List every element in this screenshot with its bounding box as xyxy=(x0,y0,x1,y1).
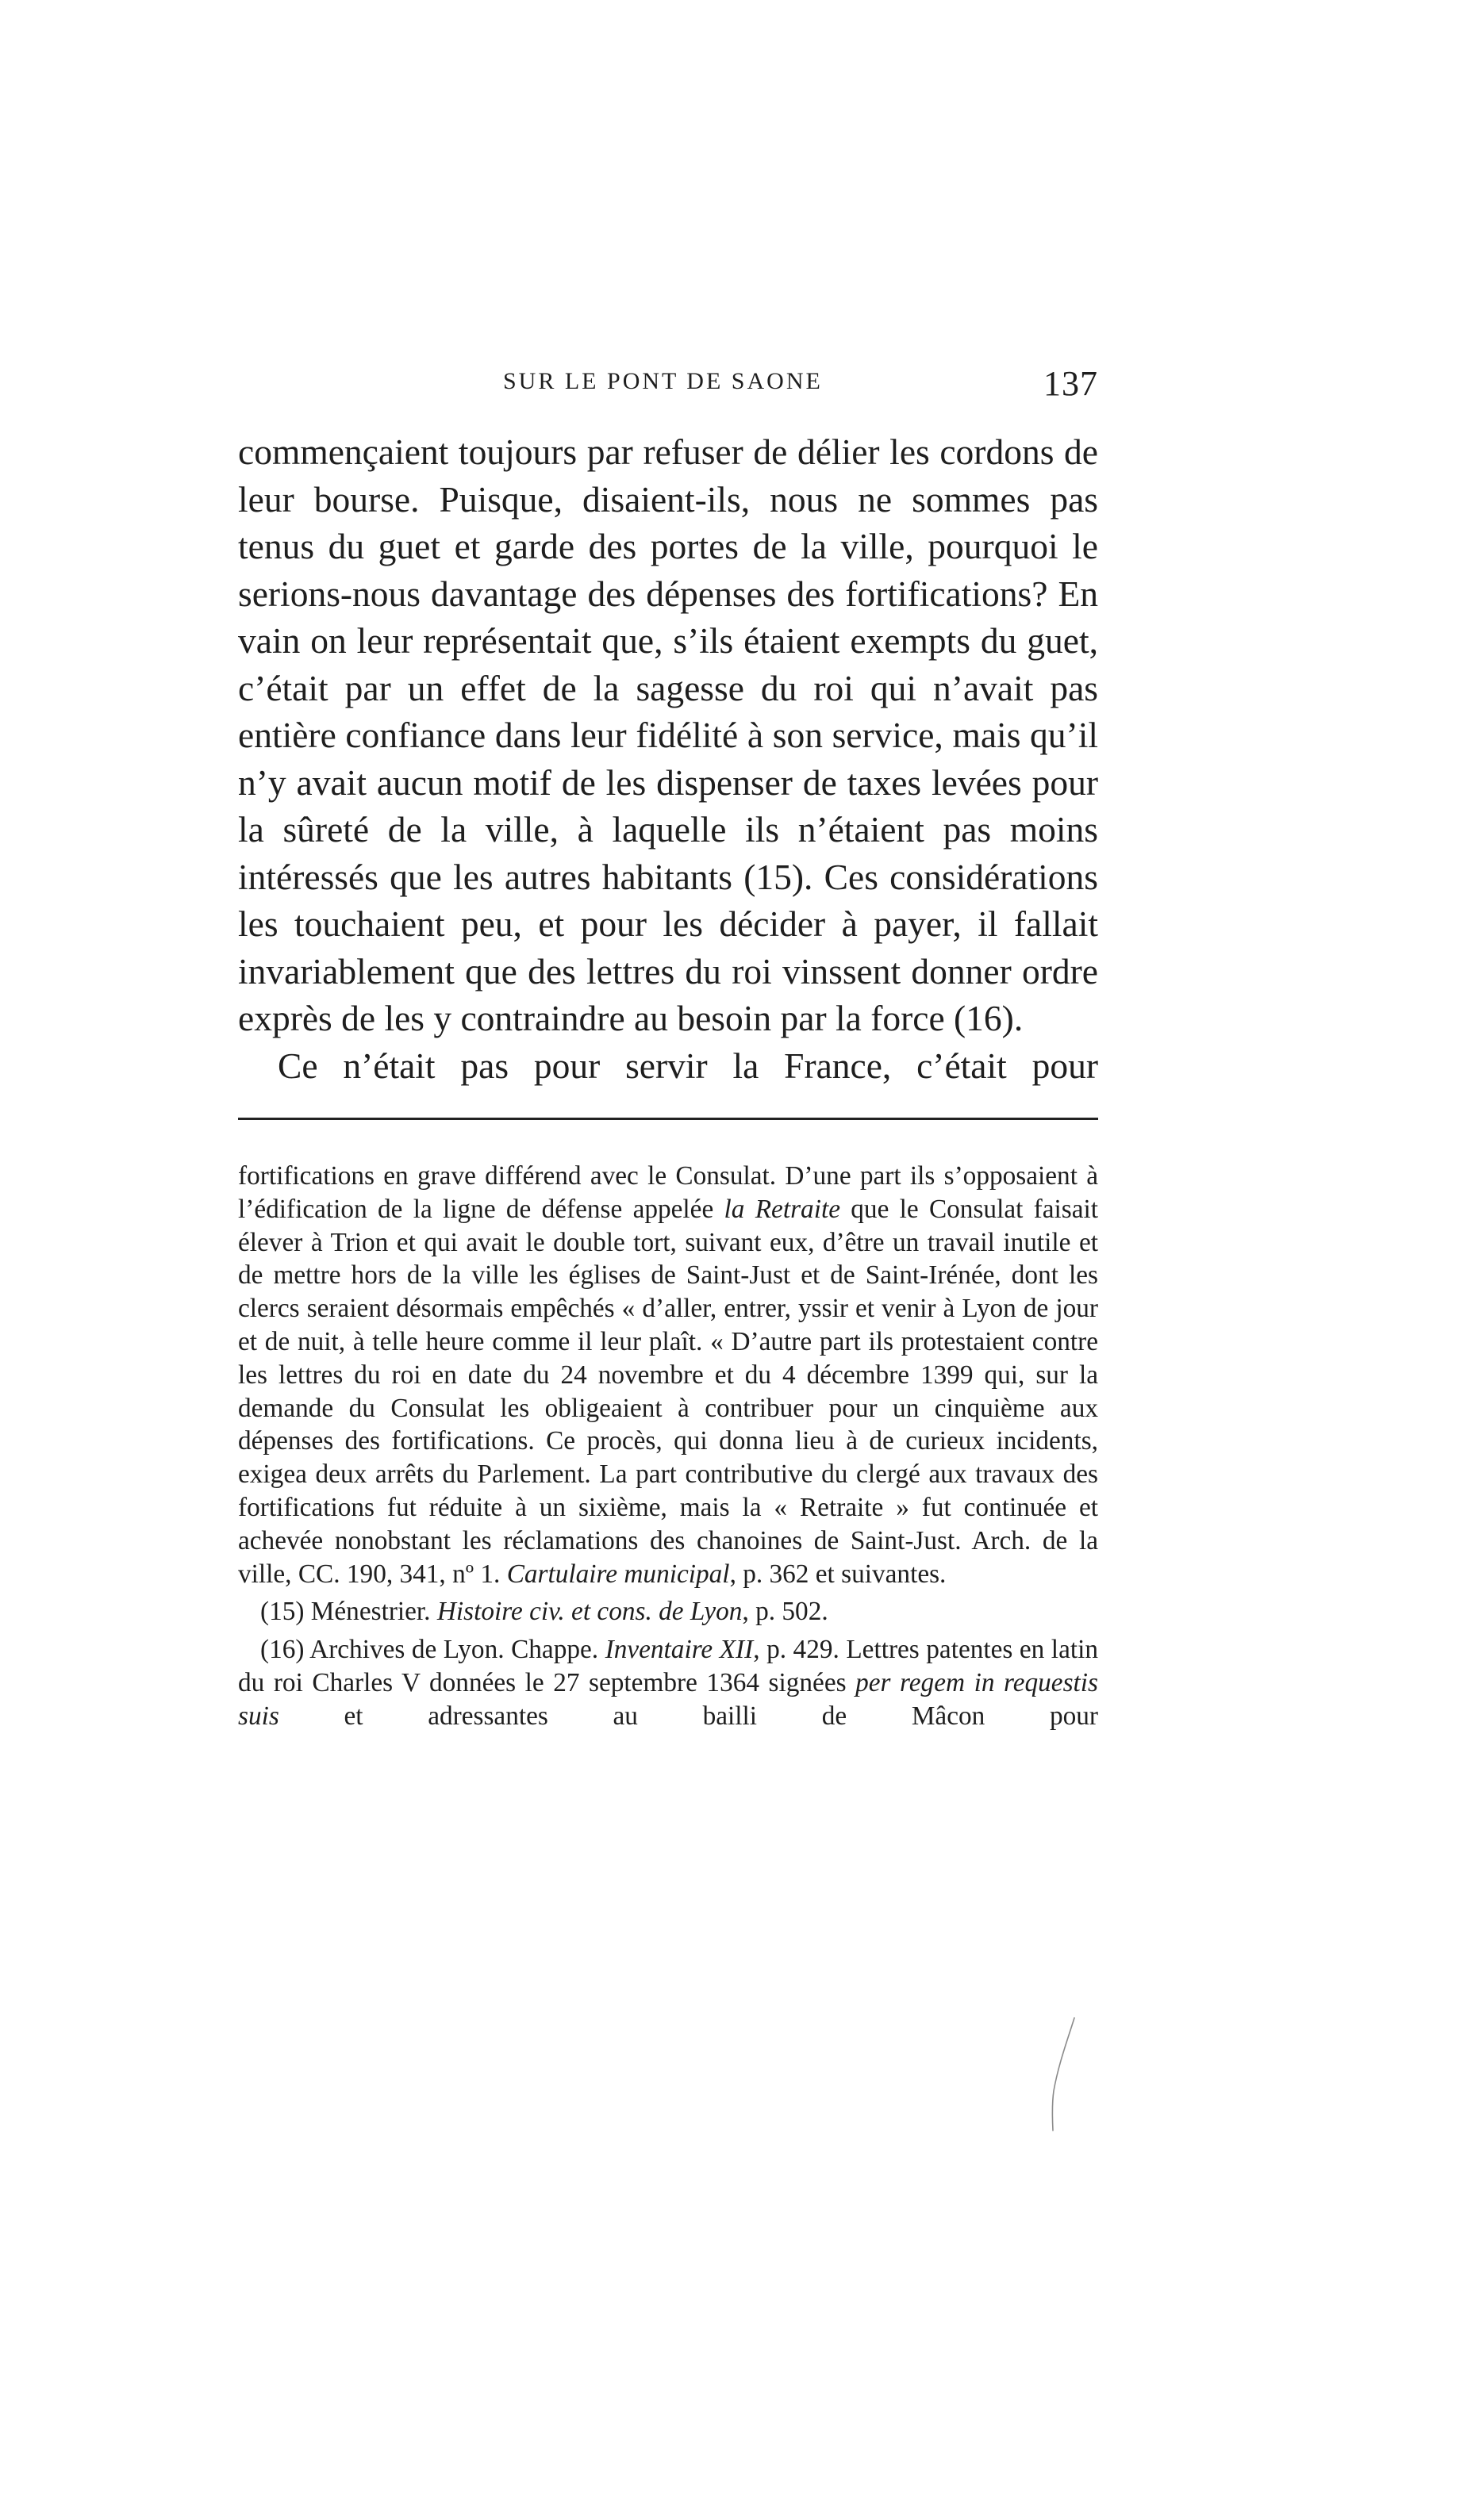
running-title: SUR LE PONT DE SAONE xyxy=(503,368,823,394)
footnotes xyxy=(238,1160,1098,1733)
paragraph-continued: commençaient toujours par refuser de délier les cordons de leur bourse. Puisque, disaient-ils, nous ne sommes pas tenus du guet et garde des portes de la ville, pourquoi le serions-nous davantage des dépenses des fortifications? En vain on leur représentait que, s’ils étaient exempts du guet, c’était par un effet de la sagesse du roi qui n’avait pas entière confiance dans leur fidélité à son service, mais qu’il n’y avait aucun motif de les dispenser de taxes levées pour la sûreté de la ville, à laquelle ils n’étaient pas moins intéressés que les autres habitants (15). Ces considérations les touchaient peu, et pour les décider à payer, il fallait invariablement que des lettres du roi vinssent donner ordre exprès de les y contraindre au besoin par la force (16). xyxy=(238,432,1098,1038)
main-text xyxy=(238,428,1098,1089)
footnote-15: (15) Ménestrier. Histoire civ. et cons. de Lyon, p. 502. xyxy=(260,1597,828,1627)
pencil-mark xyxy=(1047,2015,1079,2134)
paragraph-new: Ce n’était pas pour servir la France, c’était pour xyxy=(278,1045,1098,1086)
footnote-16: (16) Archives de Lyon. Chappe. Inventaire XII, p. 429. Lettres patentes en latin du roi Charles V données le 27 septembre 1364 signées per regem in requestis suis et adressantes au bailli de Mâcon pour xyxy=(238,1635,1098,1731)
running-head xyxy=(238,363,1098,411)
footnote-continued: fortifications en grave différend avec le Consulat. D’une part ils s’opposaient à l’édification de la ligne de défense appelée la Retraite que le Consulat faisait élever à Trion et qui avait le double tort, suivant eux, d’être un travail inutile et de mettre hors de la ville les églises de Saint-Just et de Saint-Irénée, dont les clercs seraient désormais empêchés « d’aller, entrer, yssir et venir à Lyon de jour et de nuit, à telle heure comme il leur plaît. « D’autre part ils protestaient contre les lettres du roi en date du 24 novembre et du 4 décembre 1399 qui, sur la demande du Consulat les obligeaient à contribuer pour un cinquième aux dépenses des fortifications. Ce procès, qui donna lieu à de curieux incidents, exigea deux arrêts du Parlement. La part contributive du clergé aux travaux des fortifications fut réduite à un sixième, mais la « Retraite » fut continuée et achevée nonobstant les réclamations des chanoines de Saint-Just. Arch. de la ville, CC. 190, 341, nº 1. Cartulaire municipal, p. 362 et suivantes. xyxy=(238,1161,1098,1589)
page-number: 137 xyxy=(1043,364,1098,403)
footnote-divider xyxy=(238,1118,1098,1120)
